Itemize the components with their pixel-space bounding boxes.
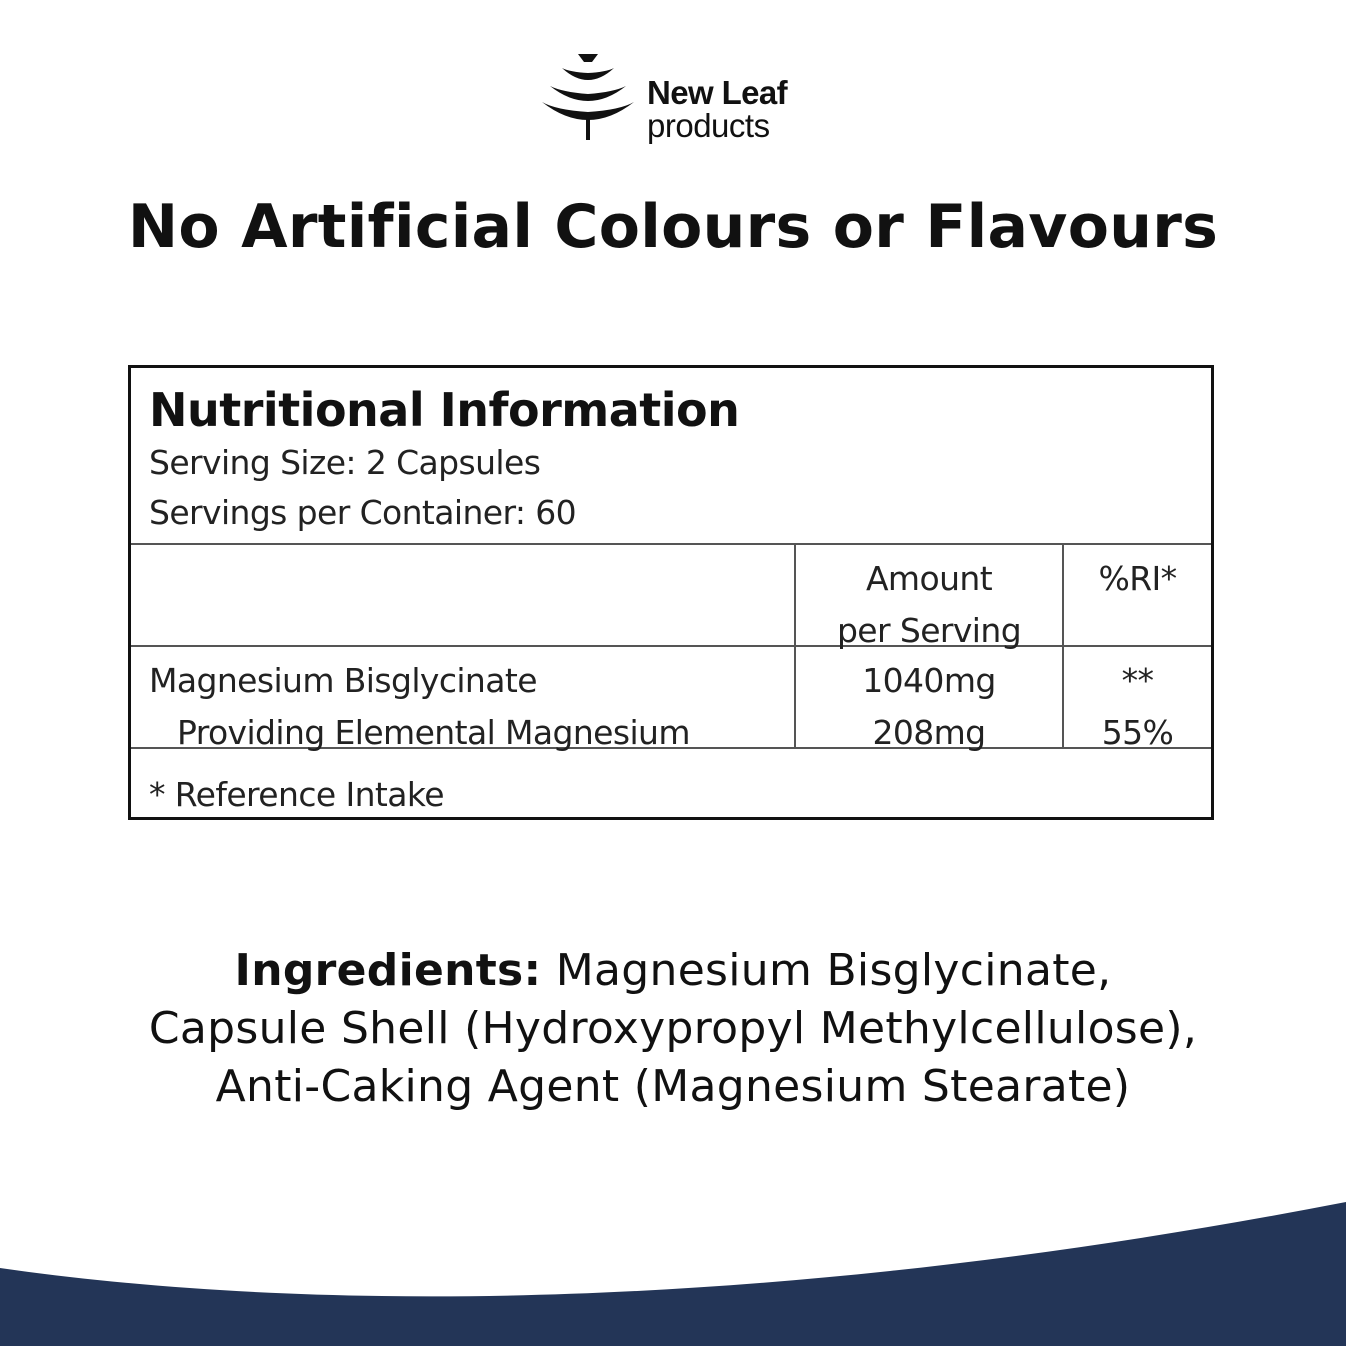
ingredients-text — [60, 942, 1286, 1116]
servings-per-container: Servings per Container: 60 — [149, 493, 577, 532]
nutrient-amounts — [794, 647, 1062, 752]
ri-header: %RI* — [1062, 545, 1211, 647]
nutrition-panel — [128, 365, 1214, 820]
brand-subtitle: products — [647, 107, 770, 144]
nutrition-header — [131, 368, 1211, 545]
ri-magnesium-bisglycinate: ** — [1121, 661, 1154, 700]
headline: No Artificial Colours or Flavours — [127, 192, 1219, 262]
nutrient-ri-values — [1062, 647, 1211, 752]
serving-size: Serving Size: 2 Capsules — [149, 443, 541, 482]
brand-logo — [540, 52, 820, 152]
amount-magnesium-bisglycinate: 1040mg — [862, 661, 996, 700]
amount-elemental-magnesium: 208mg — [872, 713, 986, 752]
nutrient-name-elemental-magnesium: Providing Elemental Magnesium — [177, 713, 690, 752]
amount-header-line1: Amount — [865, 559, 993, 598]
ingredients-line2: Capsule Shell (Hydroxypropyl Methylcellulose), — [148, 1003, 1198, 1054]
header-blank-cell — [131, 545, 794, 647]
reference-intake-footnote: * Reference Intake — [149, 775, 444, 814]
ingredients-line1: Magnesium Bisglycinate, — [555, 945, 1112, 996]
ingredients-line3: Anti-Caking Agent (Magnesium Stearate) — [215, 1061, 1131, 1112]
brand-name: New Leaf — [647, 74, 788, 111]
nutrient-name-magnesium-bisglycinate: Magnesium Bisglycinate — [149, 661, 537, 700]
ingredients-label: Ingredients: — [234, 945, 542, 996]
nutrition-column-headers — [131, 545, 1211, 650]
decorative-wave — [0, 1196, 1346, 1346]
ri-elemental-magnesium: 55% — [1101, 713, 1174, 752]
amount-header — [794, 545, 1062, 650]
leaf-tree-icon — [540, 52, 636, 144]
nutrition-row — [131, 647, 1211, 752]
nutrition-title: Nutritional Information — [149, 383, 740, 437]
amount-header-line2: per Serving — [836, 611, 1022, 650]
nutrient-names — [131, 647, 794, 752]
